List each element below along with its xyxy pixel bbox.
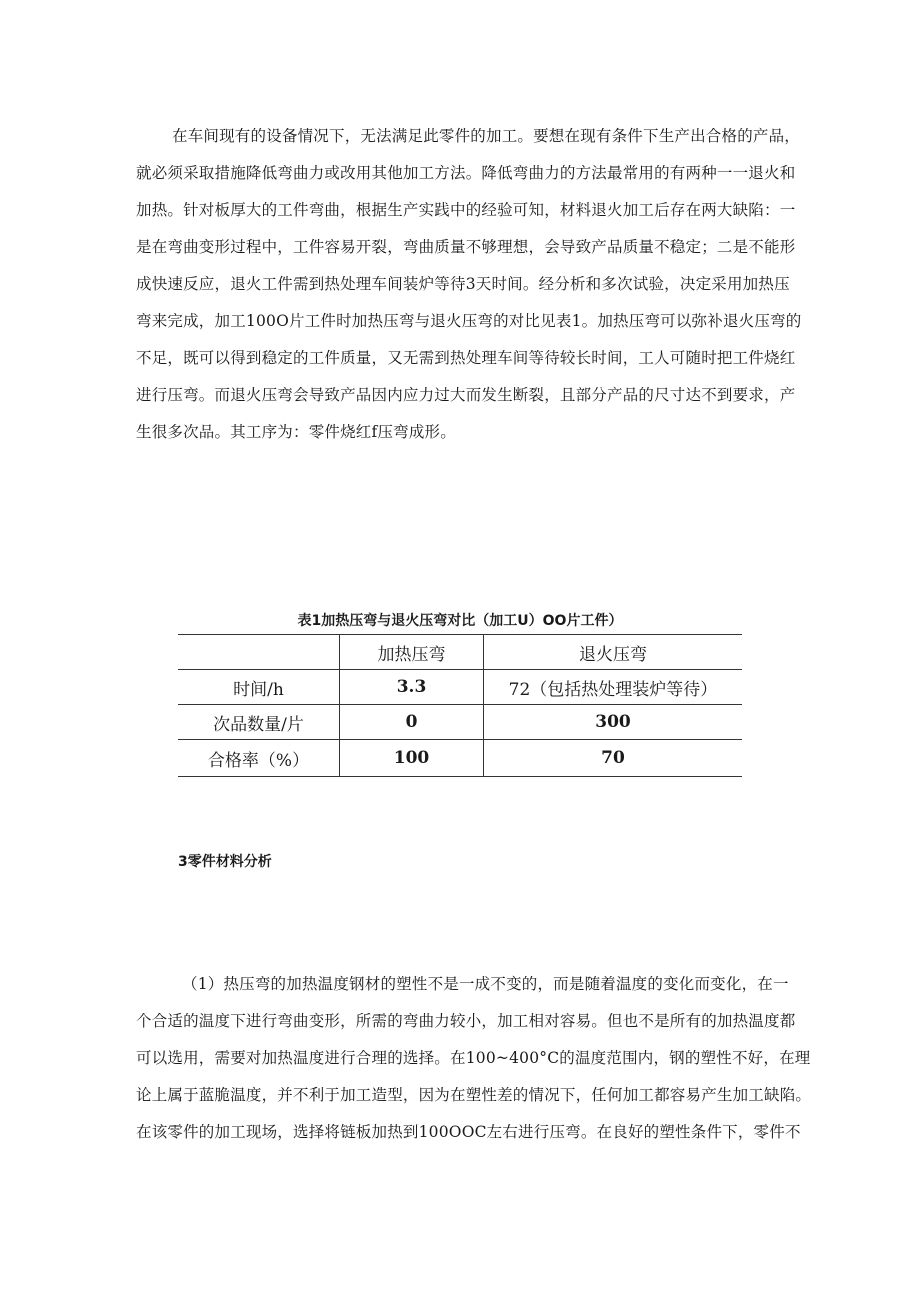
paragraph-line: 进行压弯。而退火压弯会导致产品因内应力过大而发生断裂，且部分产品的尺寸达不到要求，产 <box>136 386 796 404</box>
paragraph-line: 个合适的温度下进行弯曲变形，所需的弯曲力较小，加工相对容易。但也不是所有的加热温度都 <box>136 1012 796 1030</box>
table-cell: 0 <box>340 705 484 740</box>
table-header-cell <box>178 635 340 670</box>
paragraph-line: 可以选用，需要对加热温度进行合理的选择。在100~400°C的温度范围内，钢的塑性不好，在理 <box>136 1049 811 1067</box>
comparison-table <box>178 634 742 777</box>
paragraph-line: 不足，既可以得到稳定的工件质量，又无需到热处理车间等待较长时间，工人可随时把工件烧红 <box>136 349 796 367</box>
table-row <box>178 705 742 740</box>
table-cell: 70 <box>484 740 743 777</box>
table-row <box>178 670 742 705</box>
paragraph-line: 加热。针对板厚大的工件弯曲，根据生产实践中的经验可知，材料退火加工后存在两大缺陷：一 <box>136 201 796 219</box>
table-cell: 3.3 <box>340 670 484 705</box>
row-label-defects: 次品数量/片 <box>178 705 340 740</box>
paragraph-line: 生很多次品。其工序为：零件烧红f压弯成形。 <box>136 423 456 441</box>
paragraph-line: 弯来完成，加工100O片工件时加热压弯与退火压弯的对比见表1。加热压弯可以弥补退火压弯的 <box>136 312 802 330</box>
paragraph-line: 成快速反应，退火工件需到热处理车间装炉等待3天时间。经分析和多次试验，决定采用加热压 <box>136 275 790 293</box>
table-cell: 72（包括热处理装炉等待） <box>484 670 743 705</box>
table-caption: 表1加热压弯与退火压弯对比（加工U）OO片工件） <box>297 613 623 629</box>
table-header-row <box>178 635 742 670</box>
table-row <box>178 740 742 777</box>
paragraph-line: 在车间现有的设备情况下，无法满足此零件的加工。要想在现有条件下生产出合格的产品， <box>172 127 801 145</box>
paragraph-line: 是在弯曲变形过程中，工件容易开裂，弯曲质量不够理想，会导致产品质量不稳定；二是不能形 <box>136 238 796 256</box>
table-header-cell: 退火压弯 <box>484 635 743 670</box>
paragraph-line: （1）热压弯的加热温度钢材的塑性不是一成不变的，而是随着温度的变化而变化，在一 <box>182 975 789 993</box>
row-label-time: 时间/h <box>178 670 340 705</box>
table-cell: 100 <box>340 740 484 777</box>
paragraph-line: 就必须采取措施降低弯曲力或改用其他加工方法。降低弯曲力的方法最常用的有两种一一退火和 <box>136 164 796 182</box>
section-heading: 3零件材料分析 <box>178 854 272 870</box>
paragraph-line: 在该零件的加工现场，选择将链板加热到100OOC左右进行压弯。在良好的塑性条件下，零件不 <box>136 1123 801 1141</box>
paragraph-heating-temperature <box>136 966 812 1151</box>
paragraph-line: 论上属于蓝脆温度，并不利于加工造型，因为在塑性差的情况下，任何加工都容易产生加工缺陷。 <box>136 1086 812 1104</box>
table-header-cell: 加热压弯 <box>340 635 484 670</box>
row-label-pass-rate: 合格率（%） <box>178 740 340 777</box>
paragraph-heating-bending <box>136 118 802 451</box>
table-cell: 300 <box>484 705 743 740</box>
